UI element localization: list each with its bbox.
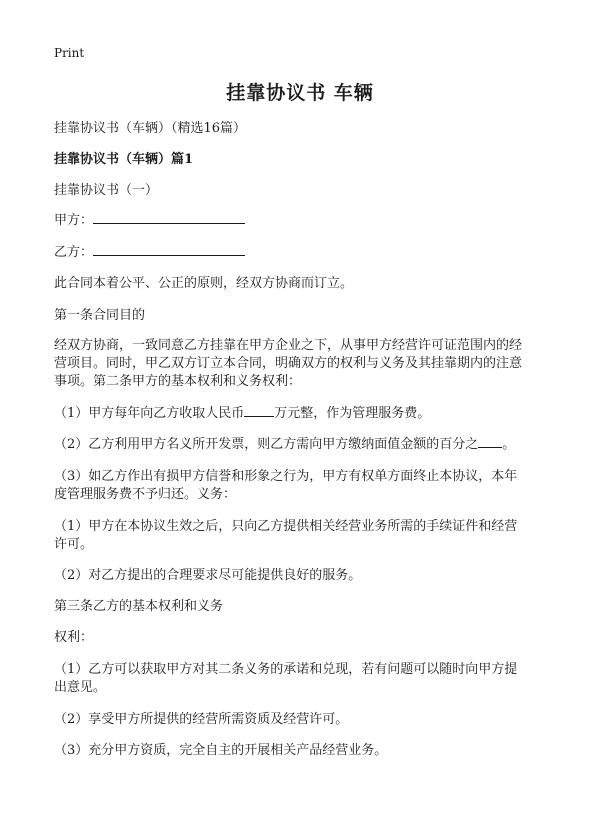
page-title: 挂靠协议书 车辆 bbox=[226, 82, 374, 104]
purpose-line-3: 事项。第二条甲方的基本权利和义务权利： bbox=[54, 374, 302, 389]
party-a-blank bbox=[93, 211, 245, 224]
right-1-line-1: （1）乙方可以获取甲方对其二条义务的承诺和兑现，若有问题可以随时向甲方提 bbox=[54, 662, 518, 677]
item-1-after: 万元整，作为管理服务费。 bbox=[274, 406, 431, 421]
item-3-line-2: 度管理服务费不予归还。义务： bbox=[54, 487, 237, 502]
item-1-blank bbox=[244, 404, 274, 417]
part-label: 挂靠协议书（一） bbox=[54, 183, 159, 198]
purpose-line-2: 营项目。同时，甲乙双方订立本合同，明确双方的权利与义务及其挂靠期内的注意 bbox=[54, 356, 523, 371]
party-a-label: 甲方： bbox=[54, 213, 94, 228]
intro-paragraph: 此合同本着公平、公正的原则，经双方协商而订立。 bbox=[54, 276, 354, 291]
item-2-line bbox=[54, 434, 546, 456]
item-1-before: （1）甲方每年向乙方收取人民币 bbox=[54, 406, 245, 421]
item-2-blank bbox=[478, 435, 502, 448]
purpose-line-1: 经双方协商，一致同意乙方挂靠在甲方企业之下，从事甲方经营许可证范围内的经 bbox=[54, 338, 523, 353]
right-2-line: （2）享受甲方所提供的经营所需资质及经营许可。 bbox=[54, 712, 349, 727]
party-b-label: 乙方： bbox=[54, 245, 94, 260]
right-1-line-2: 出意见。 bbox=[54, 680, 107, 695]
item-3-line-1: （3）如乙方作出有损甲方信誉和形象之行为，甲方有权单方面终止本协议，本年 bbox=[54, 469, 518, 484]
article-3-heading: 第三条乙方的基本权利和义务 bbox=[54, 599, 224, 614]
rights-label: 权利： bbox=[54, 630, 94, 645]
party-a-line bbox=[54, 210, 546, 232]
item-1-line bbox=[54, 403, 546, 425]
article-1-heading: 第一条合同目的 bbox=[54, 308, 146, 323]
party-b-line bbox=[54, 242, 546, 264]
party-b-blank bbox=[93, 243, 245, 256]
duty-1-line-2: 许可。 bbox=[54, 537, 94, 552]
section-heading: 挂靠协议书（车辆）篇1 bbox=[54, 152, 194, 167]
duty-1-line-1: （1）甲方在本协议生效之后，只向乙方提供相关经营业务所需的手续证件和经营 bbox=[54, 519, 518, 534]
item-2-before: （2）乙方利用甲方名义所开发票，则乙方需向甲方缴纳面值金额的百分之 bbox=[54, 437, 479, 452]
right-3-line: （3）充分甲方资质，完全自主的开展相关产品经营业务。 bbox=[54, 743, 388, 758]
duty-2-line: （2）对乙方提出的合理要求尽可能提供良好的服务。 bbox=[54, 568, 362, 583]
item-2-after: 。 bbox=[502, 437, 516, 452]
print-link[interactable]: Print bbox=[54, 46, 85, 60]
document-subtitle: 挂靠协议书（车辆）（精选16篇） bbox=[54, 121, 247, 136]
